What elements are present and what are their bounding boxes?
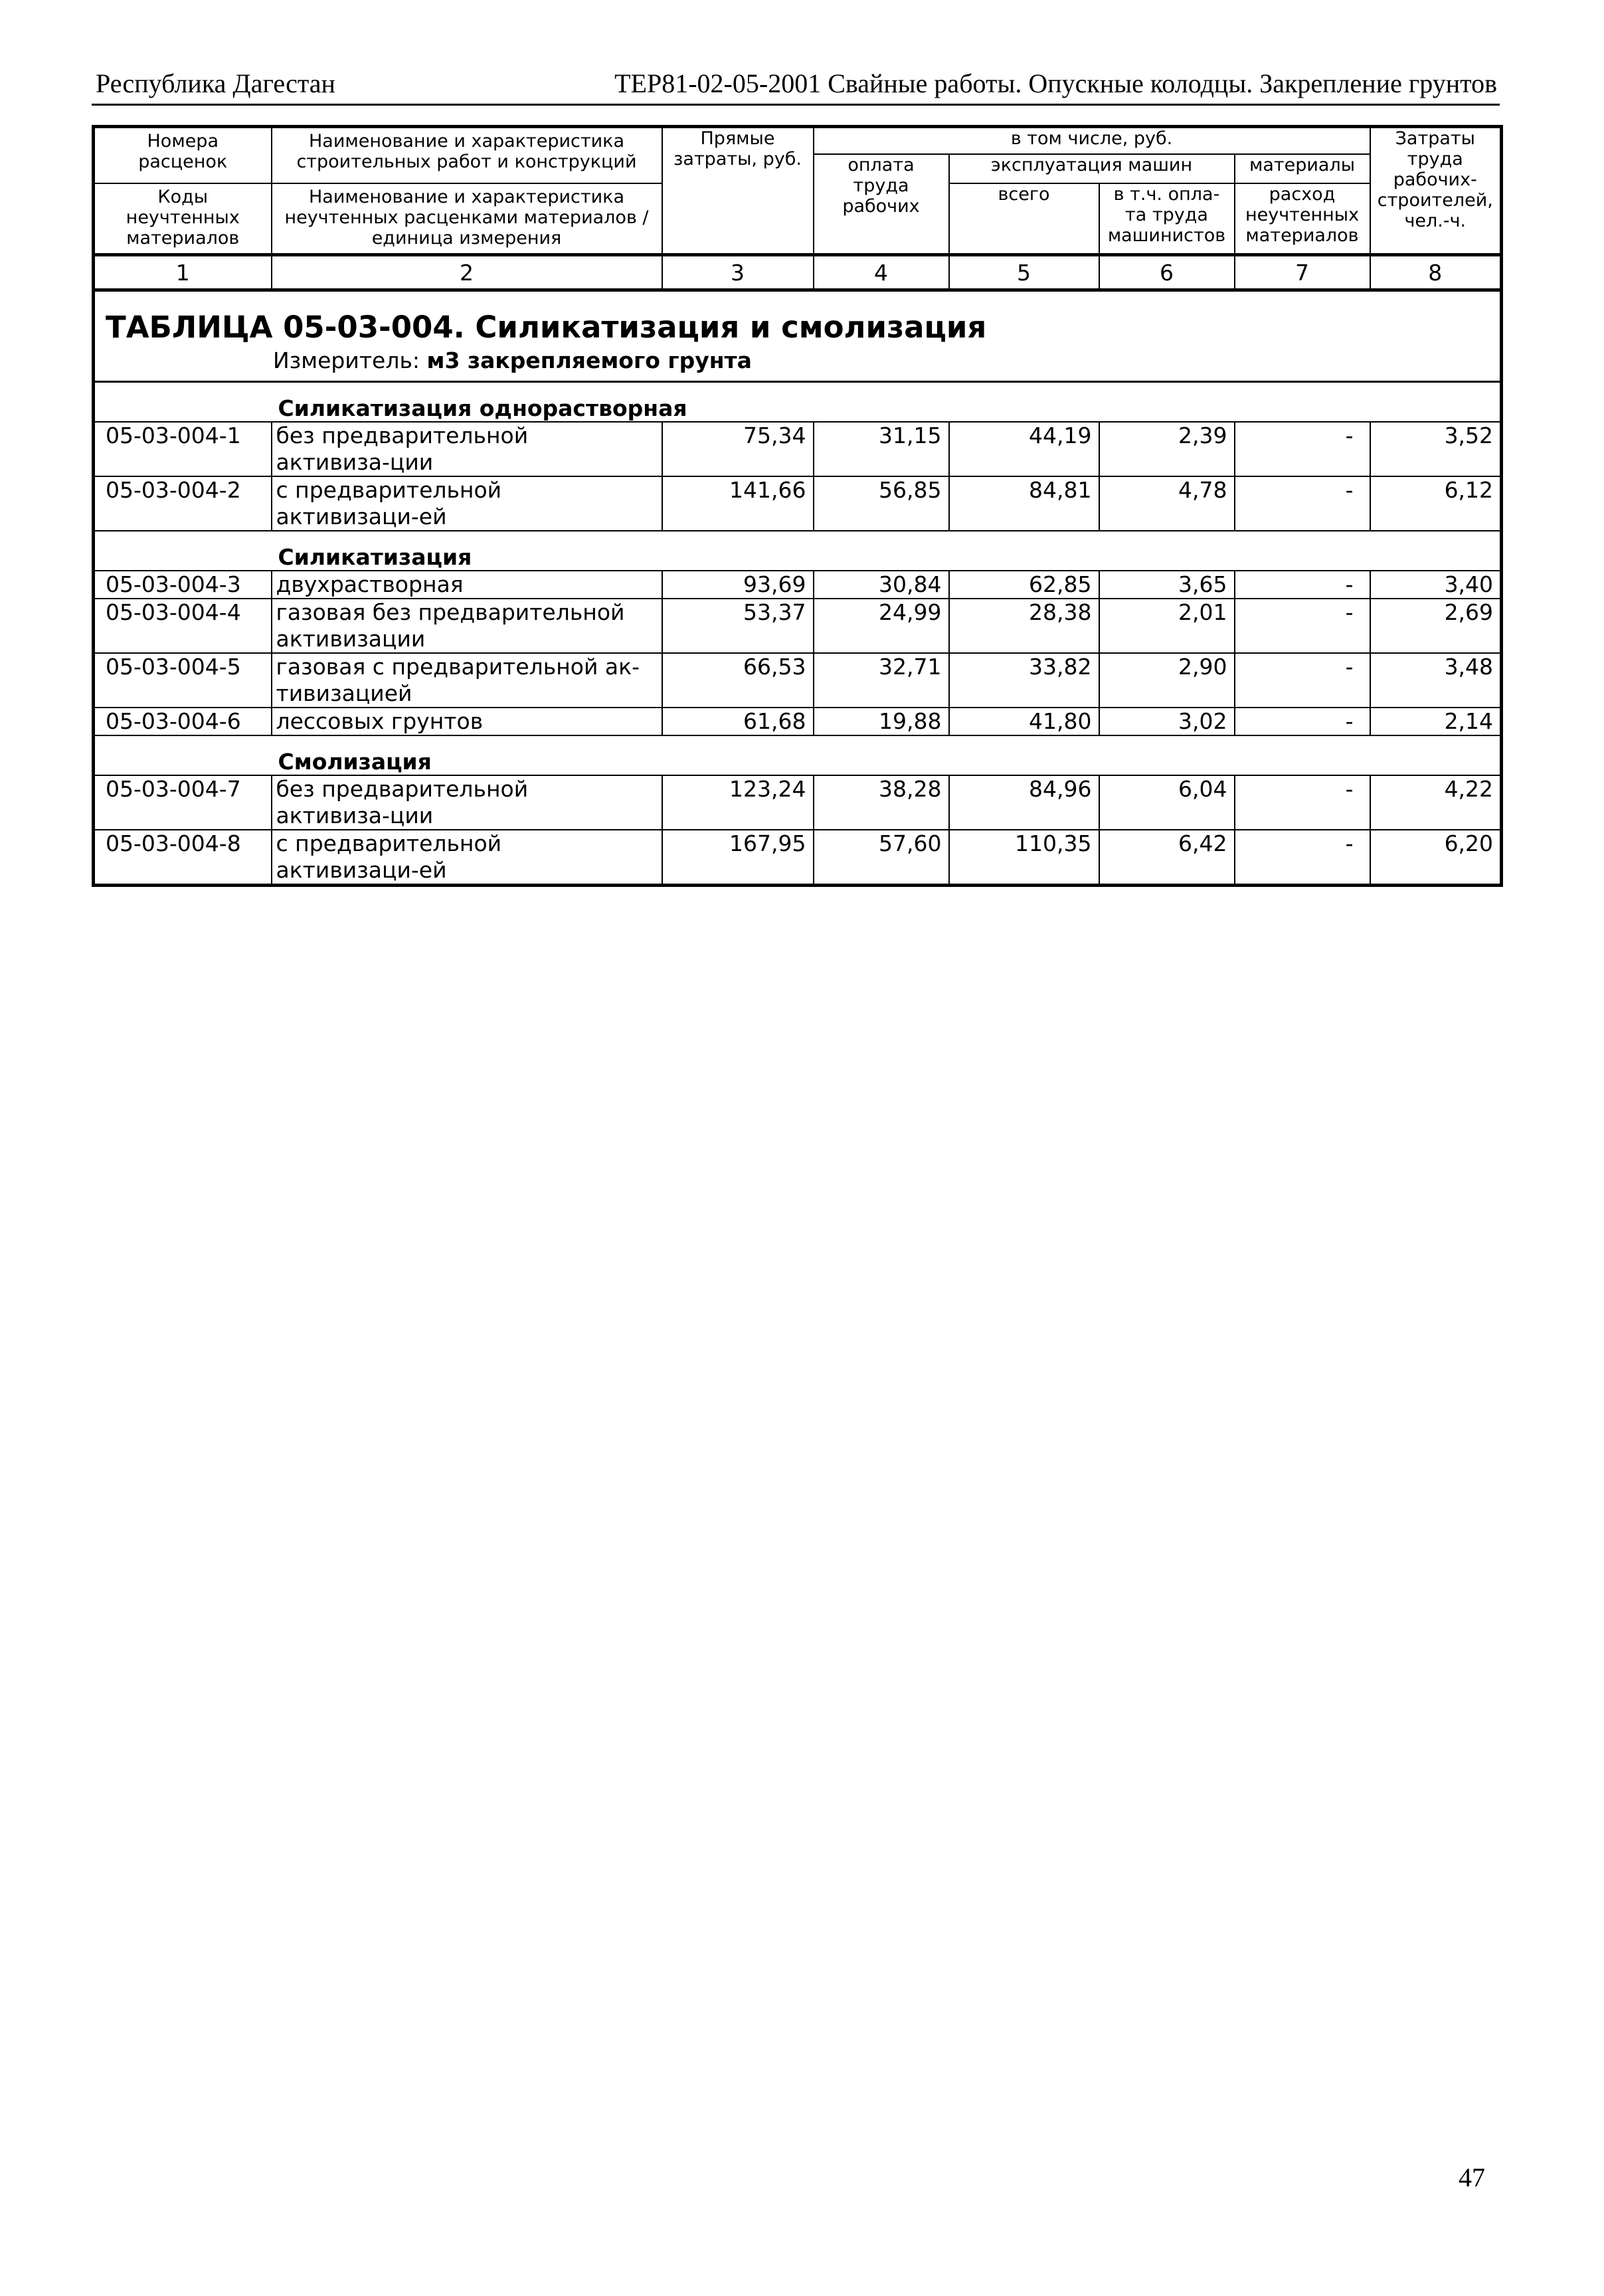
column-number: 4: [814, 255, 949, 290]
group-header-row: [94, 531, 1502, 571]
col-header-including: в том числе, руб.: [814, 127, 1370, 155]
labor-pay: 31,15: [814, 422, 949, 476]
column-number: 1: [94, 255, 272, 290]
work-description: без предварительной активиза-ции: [272, 775, 662, 830]
labor-pay: 38,28: [814, 775, 949, 830]
rate-code: 05-03-004-3: [94, 571, 272, 599]
col-header-work-name: Наименование и характеристика строительных работ и конструкций: [272, 127, 662, 184]
table-row: [94, 708, 1502, 735]
direct-costs: 123,24: [662, 775, 814, 830]
machinist-pay: 2,90: [1099, 653, 1235, 708]
unit-line: [106, 346, 1489, 375]
column-number: 7: [1235, 255, 1370, 290]
machines-total: 84,81: [949, 476, 1099, 531]
col-header-machinist-pay: в т.ч. опла-та труда машинистов: [1099, 183, 1235, 255]
work-description: двухрастворная: [272, 571, 662, 599]
rate-code: 05-03-004-4: [94, 599, 272, 653]
material-use: -: [1235, 571, 1370, 599]
labor-hours: 4,22: [1370, 775, 1502, 830]
group-name: Смолизация: [272, 735, 1502, 775]
table-title-cell: [94, 290, 1502, 382]
page-number: 47: [1459, 2162, 1485, 2192]
labor-pay: 57,60: [814, 830, 949, 886]
group-name: Силикатизация: [272, 531, 1502, 571]
machinist-pay: 6,42: [1099, 830, 1235, 886]
material-use: -: [1235, 599, 1370, 653]
col-header-machines: эксплуатация машин: [949, 154, 1235, 183]
work-description: лессовых грунтов: [272, 708, 662, 735]
work-description: газовая с предварительной ак-тивизацией: [272, 653, 662, 708]
table-row: [94, 599, 1502, 653]
material-use: -: [1235, 476, 1370, 531]
col-header-material-use: расход неучтенных материалов: [1235, 183, 1370, 255]
rate-code: 05-03-004-7: [94, 775, 272, 830]
labor-hours: 3,48: [1370, 653, 1502, 708]
labor-hours: 2,69: [1370, 599, 1502, 653]
table-row: [94, 571, 1502, 599]
col-header-material-codes: Коды неучтенных материалов: [94, 183, 272, 255]
col-header-labor-pay: оплата труда рабочих: [814, 154, 949, 255]
column-number: 5: [949, 255, 1099, 290]
direct-costs: 167,95: [662, 830, 814, 886]
machines-total: 41,80: [949, 708, 1099, 735]
machines-total: 110,35: [949, 830, 1099, 886]
material-use: -: [1235, 653, 1370, 708]
work-description: газовая без предварительной активизации: [272, 599, 662, 653]
labor-hours: 6,12: [1370, 476, 1502, 531]
col-header-labor-hours: Затраты труда рабочих-строителей, чел.-ч.: [1370, 127, 1502, 255]
table-row: [94, 653, 1502, 708]
labor-pay: 19,88: [814, 708, 949, 735]
material-use: -: [1235, 830, 1370, 886]
table-row: [94, 422, 1502, 476]
column-number-row: [94, 255, 1502, 290]
col-header-machines-total: всего: [949, 183, 1099, 255]
table-title: ТАБЛИЦА 05-03-004. Силикатизация и смолизация: [106, 310, 987, 345]
header-region: Республика Дагестан: [96, 68, 335, 98]
group-header-blank: [94, 531, 272, 571]
labor-hours: 3,40: [1370, 571, 1502, 599]
rate-code: 05-03-004-1: [94, 422, 272, 476]
col-header-materials: материалы: [1235, 154, 1370, 183]
machines-total: 84,96: [949, 775, 1099, 830]
rate-code: 05-03-004-8: [94, 830, 272, 886]
labor-pay: 30,84: [814, 571, 949, 599]
column-number: 2: [272, 255, 662, 290]
machinist-pay: 2,01: [1099, 599, 1235, 653]
table-row: [94, 830, 1502, 886]
machinist-pay: 3,02: [1099, 708, 1235, 735]
work-description: с предварительной активизаци-ей: [272, 476, 662, 531]
group-name: Силикатизация однорастворная: [272, 382, 1502, 423]
direct-costs: 66,53: [662, 653, 814, 708]
table-header: [94, 127, 1502, 255]
machinist-pay: 3,65: [1099, 571, 1235, 599]
group-header-row: [94, 735, 1502, 775]
direct-costs: 61,68: [662, 708, 814, 735]
rate-code: 05-03-004-2: [94, 476, 272, 531]
material-use: -: [1235, 708, 1370, 735]
machines-total: 44,19: [949, 422, 1099, 476]
rates-table: [92, 125, 1503, 887]
work-description: с предварительной активизаци-ей: [272, 830, 662, 886]
labor-pay: 32,71: [814, 653, 949, 708]
work-description: без предварительной активиза-ции: [272, 422, 662, 476]
labor-pay: 24,99: [814, 599, 949, 653]
machines-total: 33,82: [949, 653, 1099, 708]
rate-code: 05-03-004-5: [94, 653, 272, 708]
col-header-direct-costs: Прямые затраты, руб.: [662, 127, 814, 255]
table-title-row: [94, 290, 1502, 382]
page-header: [92, 64, 1500, 106]
material-use: -: [1235, 775, 1370, 830]
labor-hours: 2,14: [1370, 708, 1502, 735]
unit-label: Измеритель:: [273, 347, 420, 373]
rate-code: 05-03-004-6: [94, 708, 272, 735]
column-number: 8: [1370, 255, 1502, 290]
unit-value: м3 закрепляемого грунта: [426, 347, 752, 373]
machines-total: 62,85: [949, 571, 1099, 599]
labor-hours: 6,20: [1370, 830, 1502, 886]
group-header-blank: [94, 382, 272, 423]
column-number: 6: [1099, 255, 1235, 290]
direct-costs: 53,37: [662, 599, 814, 653]
machinist-pay: 4,78: [1099, 476, 1235, 531]
machinist-pay: 2,39: [1099, 422, 1235, 476]
labor-pay: 56,85: [814, 476, 949, 531]
machinist-pay: 6,04: [1099, 775, 1235, 830]
labor-hours: 3,52: [1370, 422, 1502, 476]
column-number: 3: [662, 255, 814, 290]
col-header-material-name: Наименование и характеристика неучтенных расценками материалов / единица измерения: [272, 183, 662, 255]
machines-total: 28,38: [949, 599, 1099, 653]
direct-costs: 93,69: [662, 571, 814, 599]
header-document-code: ТЕР81-02-05-2001 Свайные работы. Опускные колодцы. Закрепление грунтов: [614, 68, 1497, 98]
direct-costs: 141,66: [662, 476, 814, 531]
group-header-blank: [94, 735, 272, 775]
material-use: -: [1235, 422, 1370, 476]
table-row: [94, 775, 1502, 830]
group-header-row: [94, 382, 1502, 423]
direct-costs: 75,34: [662, 422, 814, 476]
table-row: [94, 476, 1502, 531]
col-header-rate-number: Номера расценок: [94, 127, 272, 184]
